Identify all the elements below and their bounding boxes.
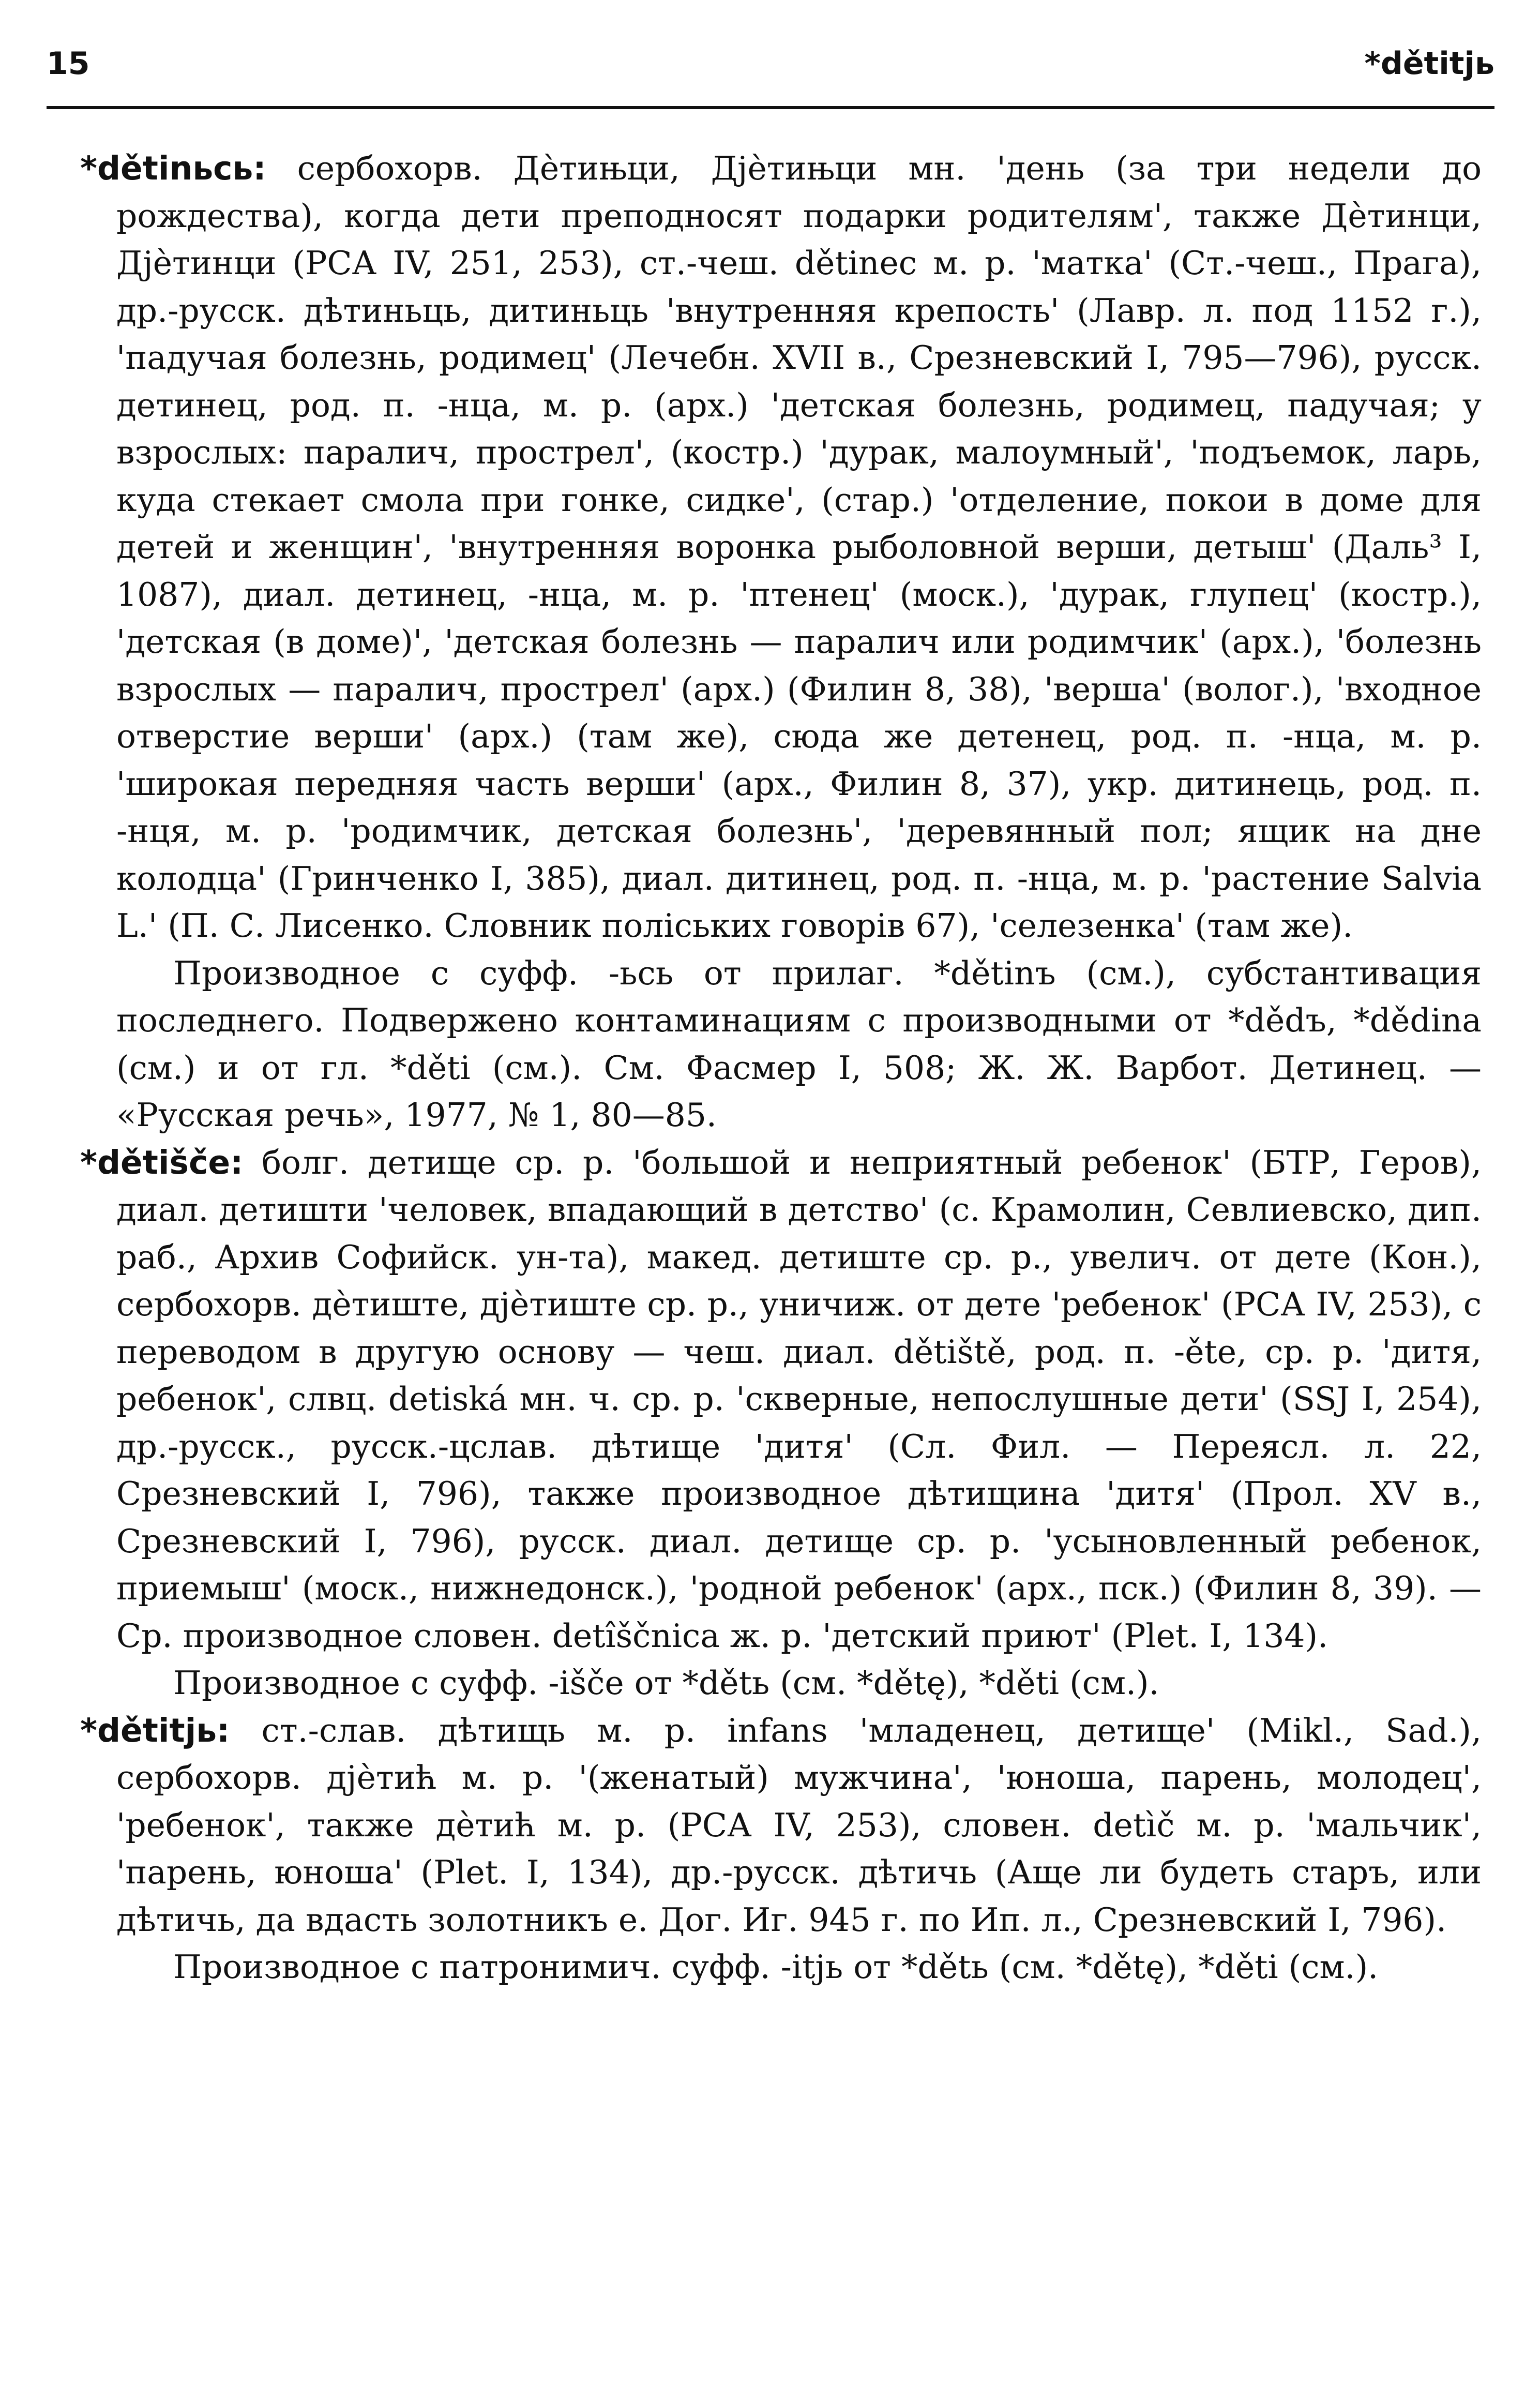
entry-headword: *dětitjь: [80,1711,230,1749]
page-header [47,36,1494,88]
dictionary-body [80,145,1482,1991]
entry-text: болг. детище ср. р. 'большой и неприятный ребенок' (БТР, Геров), диал. детишти 'человек, впадающий в детство' (с. Крамолин, Севлиевско, дип. раб., Архив Софийск. ун-та), макед. детиште ср. р., увелич. от дете (Кон.), сербохорв. дѐтиште, дјѐтиште ср. р., уничиж. от дете 'ребенок' (РСА IV, 253), с переводом в другую основу — чеш. диал. dětiště, род. п. -ěte, ср. р. 'дитя, ребенок', слвц. detiská мн. ч. ср. р. 'скверные, непослушные дети' (SSJ I, 254), др.-русск., русск.-цслав. дѣтище 'дитя' (Сл. Фил. — Переясл. л. 22, Срезневский I, 796), также производное дѣтищина 'дитя' (Прол. XV в., Срезневский I, 796), русск. диал. детище ср. р. 'усыновленный ребенок, приемыш' (моск., нижнедонск.), 'родной ребенок' (арх., пск.) (Филин 8, 39). — Ср. производное словен. detîščnica ж. р. 'детский приют' (Plet. I, 134). [116,1143,1482,1655]
entry-detinьcь [80,145,1482,950]
entry-headword: *dětišče: [80,1143,244,1181]
entry-note: Производное с суфф. -ьсь от прилаг. *dětinъ (см.), субстантивация последнего. Подвержено контаминациям с производными от *dědъ, *dědina (см.) и от гл. *děti (см.). См. Фасмер I, 508; Ж. Ж. Варбот. Детинец. — «Русская речь», 1977, № 1, 80—85. [116,954,1482,1134]
entry-detitjь [80,1707,1482,1944]
header-rule [47,106,1494,109]
entry-note: Производное с патронимич. суфф. -itjь от *dětь (см. *dětę), *děti (см.). [173,1948,1379,1986]
entry-note: Производное с суфф. -išče от *dětь (см. *dětę), *děti (см.). [173,1664,1159,1702]
entry-headword: *dětinьcь: [80,149,266,187]
page-number: 15 [47,46,90,82]
entry-text: ст.-слав. дѣтищь м. р. infans 'младенец, детище' (Mikl., Sad.), сербохорв. дјѐтић м. р. '(женатый) мужчина', 'юноша, парень, молодец', 'ребенок', также дѐтић м. р. (РСА IV, 253), словен. detìč м. р. 'мальчик', 'парень, юноша' (Plet. I, 134), др.-русск. дѣтичь (Аще ли будеть старъ, или дѣтичь, да вдасть золотникъ е. Дог. Иг. 945 г. по Ип. л., Срезневский I, 796). [116,1711,1482,1939]
entry-text: сербохорв. Дѐтињци, Дјѐтињци мн. 'день (за три недели до рождества), когда дети преподносят подарки родителям', также Дѐтинци, Дјѐтинци (РСА IV, 251, 253), ст.-чеш. dětinec м. р. 'матка' (Ст.-чеш., Прага), др.-русск. дѣтиньць, дитиньць 'внутренняя крепость' (Лавр. л. под 1152 г.), 'падучая болезнь, родимец' (Лечебн. XVII в., Срезневский I, 795—796), русск. детинец, род. п. -нца, м. р. (арх.) 'детская болезнь, родимец, падучая; у взрослых: паралич, прострел', (костр.) 'дурак, малоумный', 'подъемок, ларь, куда стекает смола при гонке, сидке', (стар.) 'отделение, покои в доме для детей и женщин', 'внутренняя воронка рыболовной верши, детыш' (Даль³ I, 1087), диал. детинец, -нца, м. р. 'птенец' (моск.), 'дурак, глупец' (костр.), 'детская (в доме)', 'детская болезнь — паралич или родимчик' (арх.), 'болезнь взрослых — паралич, прострел' (арх.) (Филин 8, 38), 'верша' (волог.), 'входное отверстие верши' (арх.) (там же), сюда же детенец, род. п. -нца, м. р. 'широкая передняя часть верши' (арх., Филин 8, 37), укр. дитинець, род. п. -нця, м. р. 'родимчик, детская болезнь', 'деревянный пол; ящик на дне колодца' (Гринченко I, 385), диал. дитинец, род. п. -нца, м. р. 'растение Salvia L.' (П. С. Лисенко. Словник поліських говорів 67), 'селезенка' (там же). [116,149,1482,945]
entry-detisce [80,1139,1482,1660]
running-head: *dětitjь [1364,46,1494,82]
